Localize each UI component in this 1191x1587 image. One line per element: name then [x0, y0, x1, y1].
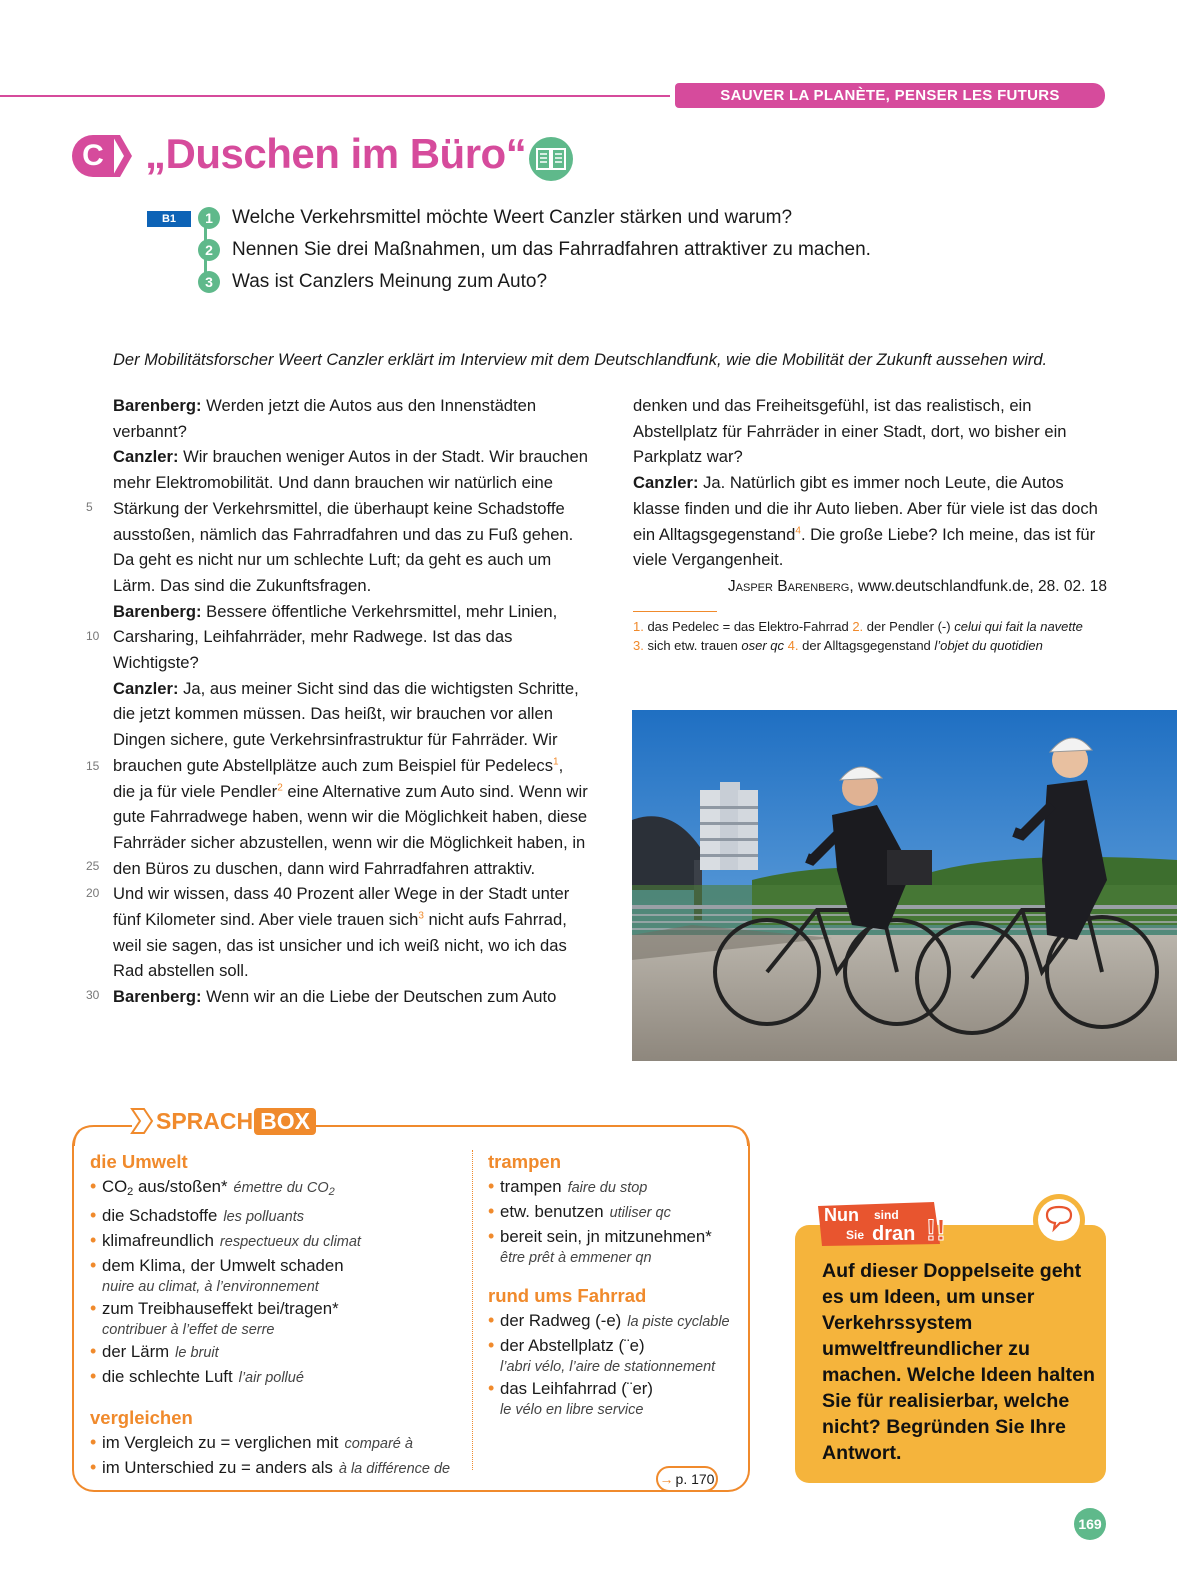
speaker-name: Barenberg:	[113, 601, 202, 621]
vocab-subscript: 2	[328, 1186, 335, 1198]
line-number: 30	[86, 988, 100, 1002]
vocab-term: CO	[102, 1177, 128, 1196]
question-number: 2	[198, 239, 220, 261]
vocab-item	[488, 1309, 748, 1334]
vocab-translation: les polluants	[223, 1209, 304, 1225]
question-number: 3	[198, 271, 220, 293]
vocab-item	[90, 1456, 470, 1481]
page-title: „Duschen im Büro“	[145, 130, 527, 177]
vocab-translation: contribuer à l’effet de serre	[102, 1322, 275, 1338]
badge-word: !!	[926, 1214, 946, 1247]
cyclists-photo	[632, 710, 1177, 1061]
speaker-name: Barenberg:	[113, 396, 202, 415]
question-text: Nennen Sie drei Maßnahmen, um das Fahrradfahren attraktiver zu machen.	[232, 239, 871, 260]
vocab-term: zum Treibhauseffekt bei/tragen*	[102, 1299, 339, 1318]
vocab-translation: à la différence de	[338, 1461, 451, 1477]
vocab-item	[488, 1175, 748, 1200]
footnote-ref: 2	[277, 782, 283, 794]
turn-text: Ja. Natürlich gibt es immer noch Leute, die Autos klasse finden und die ihr Auto lieben. Aber für viele ist das doch ein Alltagsgegenstand	[633, 473, 1098, 544]
line-number: 25	[86, 859, 100, 873]
footnote-line	[633, 617, 1113, 636]
turn-text: denken und das Freiheitsgefühl, ist das realistisch, ein Abstellplatz für Fahrräder in einer Stadt, dort, wo bisher ein Parkplatz war?	[633, 396, 1067, 467]
interview-turn	[113, 676, 589, 882]
vocab-translation: l’abri vélo, l’aire de stationnement	[500, 1359, 716, 1375]
footnote-text: der Pendler (-)	[863, 619, 955, 634]
vocab-heading: die Umwelt	[90, 1151, 188, 1172]
turn-text: , die ja für viele Pendler	[113, 755, 564, 801]
badge-word: sind	[874, 1208, 899, 1222]
vocab-item	[90, 1431, 470, 1456]
speaker-name: Canzler:	[633, 473, 699, 493]
footnote-number: 2.	[852, 619, 864, 634]
sprachbox-logo	[130, 1105, 316, 1137]
vocab-heading: vergleichen	[90, 1407, 193, 1428]
footnote-translation: oser qc	[741, 638, 785, 653]
vocab-term: die Schadstoffe	[102, 1206, 218, 1225]
vocab-translation: la piste cyclable	[627, 1314, 730, 1330]
chevron-right-icon	[112, 135, 132, 177]
section-banner: SAUVER LA PLANÈTE, PENSER LES FUTURS POSSIBLES	[675, 83, 1105, 108]
vocab-item	[90, 1229, 470, 1254]
footnotes	[633, 617, 1113, 655]
source-author: Jasper Barenberg	[727, 578, 850, 595]
line-number: 5	[86, 500, 93, 514]
paragraph	[633, 393, 1107, 470]
vocab-translation: émettre du CO	[233, 1180, 329, 1196]
question-1	[198, 207, 792, 229]
vocab-term: der Abstellplatz (¨e)	[500, 1336, 645, 1355]
turn-text: Und wir wissen, dass 40 Prozent aller Wege in der Stadt unter fünf Kilometer sind. Aber viele trauen sich	[113, 884, 570, 930]
vocab-subscript: 2	[127, 1186, 134, 1198]
vocab-item	[90, 1365, 470, 1390]
footnote-translation: l’objet du quotidien	[934, 638, 1043, 653]
footnote-line	[633, 636, 1113, 655]
question-text: Was ist Canzlers Meinung zum Auto?	[232, 271, 548, 292]
section-letter-badge: C	[72, 135, 114, 177]
article-column-left	[113, 393, 589, 1010]
line-number: 20	[86, 886, 100, 900]
vocab-item	[90, 1175, 470, 1204]
paragraph	[113, 881, 589, 984]
vocab-term: der Lärm	[102, 1342, 170, 1361]
footnote-ref: 1	[553, 756, 559, 768]
vocab-item	[488, 1377, 748, 1420]
vocab-item	[90, 1254, 470, 1297]
sprachbox-logo-text: SPRACH	[156, 1107, 254, 1134]
turn-text: Wenn wir an die Liebe der Deutschen zum Auto	[201, 987, 557, 1007]
vocab-heading: rund ums Fahrrad	[488, 1285, 647, 1306]
arrow-right-icon: →	[659, 1471, 674, 1487]
vocab-term: bereit sein, jn mitzunehmen*	[500, 1227, 712, 1246]
sprachbox-logo-box: BOX	[254, 1108, 316, 1135]
vocab-translation: le bruit	[175, 1345, 219, 1361]
sprachbox-divider	[472, 1150, 473, 1470]
vocab-translation: faire du stop	[567, 1180, 648, 1196]
vocab-term: klimafreundlich	[102, 1231, 214, 1250]
vocab-term: im Vergleich zu = verglichen mit	[102, 1433, 339, 1452]
turn-text: eine Alternative zum Auto sind. Wenn wir gute Fahrradwege haben, wenn wir die Möglichkeit haben, diese Fahrräder sicher abzustellen, wenn wir die Möglichkeit haben, in den Büros zu duschen, dann wird Fahrradfahren attraktiv.	[113, 781, 588, 878]
line-number: 10	[86, 629, 100, 643]
turn-text: Ja, aus meiner Sicht sind das die wichtigsten Schritte, die jetzt kommen müssen. Das heißt, wir brauchen vor allen Dingen sichere, gute Verkehrsinfrastruktur für Fahrräder. Wir brauchen gute Abstellplätze auch zum Beispiel für Pedelecs	[113, 678, 579, 775]
article-column-right	[633, 393, 1107, 573]
speech-bubble-icon	[1032, 1193, 1086, 1247]
badge-word: dran	[872, 1223, 916, 1245]
vocab-translation: utiliser qc	[609, 1205, 671, 1221]
footnote-number: 1.	[633, 619, 644, 634]
book-icon	[528, 136, 574, 182]
speaker-name: Canzler:	[113, 447, 179, 467]
badge-word: Nun	[824, 1205, 859, 1225]
vocab-item	[488, 1334, 748, 1377]
footnote-ref: 4	[795, 524, 801, 536]
vocab-term: das Leihfahrrad (¨er)	[500, 1379, 653, 1398]
vocab-term: aus/stoßen*	[133, 1177, 228, 1196]
vocab-term: dem Klima, der Umwelt schaden	[102, 1256, 344, 1275]
vocab-item	[488, 1200, 748, 1225]
vocab-translation: comparé à	[344, 1436, 413, 1452]
turn-text: Bessere öffentliche Verkehrsmittel, mehr Linien, Carsharing, Leihfahrräder, mehr Radwege. Ist das das Wichtigste?	[113, 601, 558, 673]
turn-text: Wir brauchen weniger Autos in der Stadt. Wir brauchen mehr Elektromobilität. Und dann brauchen wir natürlich eine Stärkung der Verkehrsmittel, die überhaupt keine Schadstoffe ausstoßen, nämlich das Fahrradfahren und das zu Fuß gehen. Da geht es nicht nur um schlechte Luft; da geht es auch um Lärm. Das sind die Zukunftsfragen.	[113, 447, 588, 595]
interview-turn	[113, 393, 589, 444]
vocab-term: trampen	[500, 1177, 562, 1196]
turn-text: . Die große Liebe? Ich meine, das ist für viele Vergangenheit.	[633, 524, 1096, 570]
vocab-item	[90, 1204, 470, 1229]
interview-turn	[113, 599, 589, 676]
source-detail: , www.deutschlandfunk.de, 28. 02. 18	[849, 578, 1107, 595]
speaker-name: Canzler:	[113, 678, 179, 698]
sprachbox-column-right	[488, 1150, 748, 1420]
vocab-translation: respectueux du climat	[219, 1234, 361, 1250]
vocab-item	[90, 1297, 470, 1340]
vocab-translation: nuire au climat, à l’environnement	[102, 1279, 319, 1295]
vocab-item	[488, 1225, 748, 1268]
vocab-term: etw. benutzen	[500, 1202, 604, 1221]
vocab-translation: être prêt à emmener qn	[500, 1250, 652, 1266]
line-number: 15	[86, 759, 100, 773]
sprachbox-column-left	[90, 1150, 470, 1481]
vocab-translation: le vélo en libre service	[500, 1402, 644, 1418]
footnote-number: 3.	[633, 638, 644, 653]
question-number: 1	[198, 207, 220, 229]
speaker-name: Barenberg:	[113, 987, 202, 1007]
page-reference-text: p. 170	[675, 1471, 715, 1487]
task-instructions: Auf dieser Doppelseite geht es um Ideen, um unser Verkehrssystem umweltfreundlicher zu machen. Welche Ideen halten Sie für realisierbar, welche nicht? Begründen Sie Ihre Antwort.	[822, 1260, 1095, 1464]
turn-text: nicht aufs Fahrrad, weil sie sagen, das ist unsicher und ich weiß nicht, wo ich das Rad abstellen soll.	[113, 910, 567, 981]
nun-sind-sie-dran-badge	[814, 1200, 956, 1248]
question-text: Welche Verkehrsmittel möchte Weert Canzler stärken und warum?	[232, 207, 793, 228]
interview-turn	[633, 470, 1107, 573]
interview-turn	[113, 444, 589, 598]
article-source	[633, 578, 1107, 596]
question-3	[198, 271, 547, 293]
vocab-term: der Radweg (-e)	[500, 1311, 622, 1330]
footnote-translation: celui qui fait la navette	[954, 619, 1083, 634]
vocab-term: die schlechte Luft	[102, 1367, 233, 1386]
footnote-ref: 3	[418, 910, 424, 922]
article-intro: Der Mobilitätsforscher Weert Canzler erklärt im Interview mit dem Deutschlandfunk, wie die Mobilität der Zukunft aussehen wird.	[113, 351, 1048, 369]
footnote-text: das Pedelec = das Elektro-Fahrrad	[643, 619, 853, 634]
chevron-right-icon	[130, 1107, 154, 1135]
tower-building	[700, 782, 758, 870]
question-2	[198, 239, 871, 261]
interview-turn	[113, 984, 589, 1010]
page-number: 169	[1074, 1508, 1106, 1540]
badge-word: Sie	[846, 1228, 865, 1242]
turn-text: Werden jetzt die Autos aus den Innenstädten verbannt?	[113, 396, 537, 441]
vocab-term: im Unterschied zu = anders als	[102, 1458, 333, 1477]
level-badge: B1	[147, 211, 191, 227]
vocab-item	[90, 1340, 470, 1365]
footnote-text: der Alltagsgegenstand	[798, 638, 935, 653]
footnote-text: sich etw. trauen	[643, 638, 742, 653]
vocab-translation: l’air pollué	[238, 1370, 304, 1386]
vocab-heading: trampen	[488, 1151, 561, 1172]
header-rule	[0, 95, 670, 97]
page-reference-link[interactable]	[656, 1466, 718, 1492]
footnote-number: 4.	[787, 638, 799, 653]
footnote-rule	[633, 611, 717, 612]
